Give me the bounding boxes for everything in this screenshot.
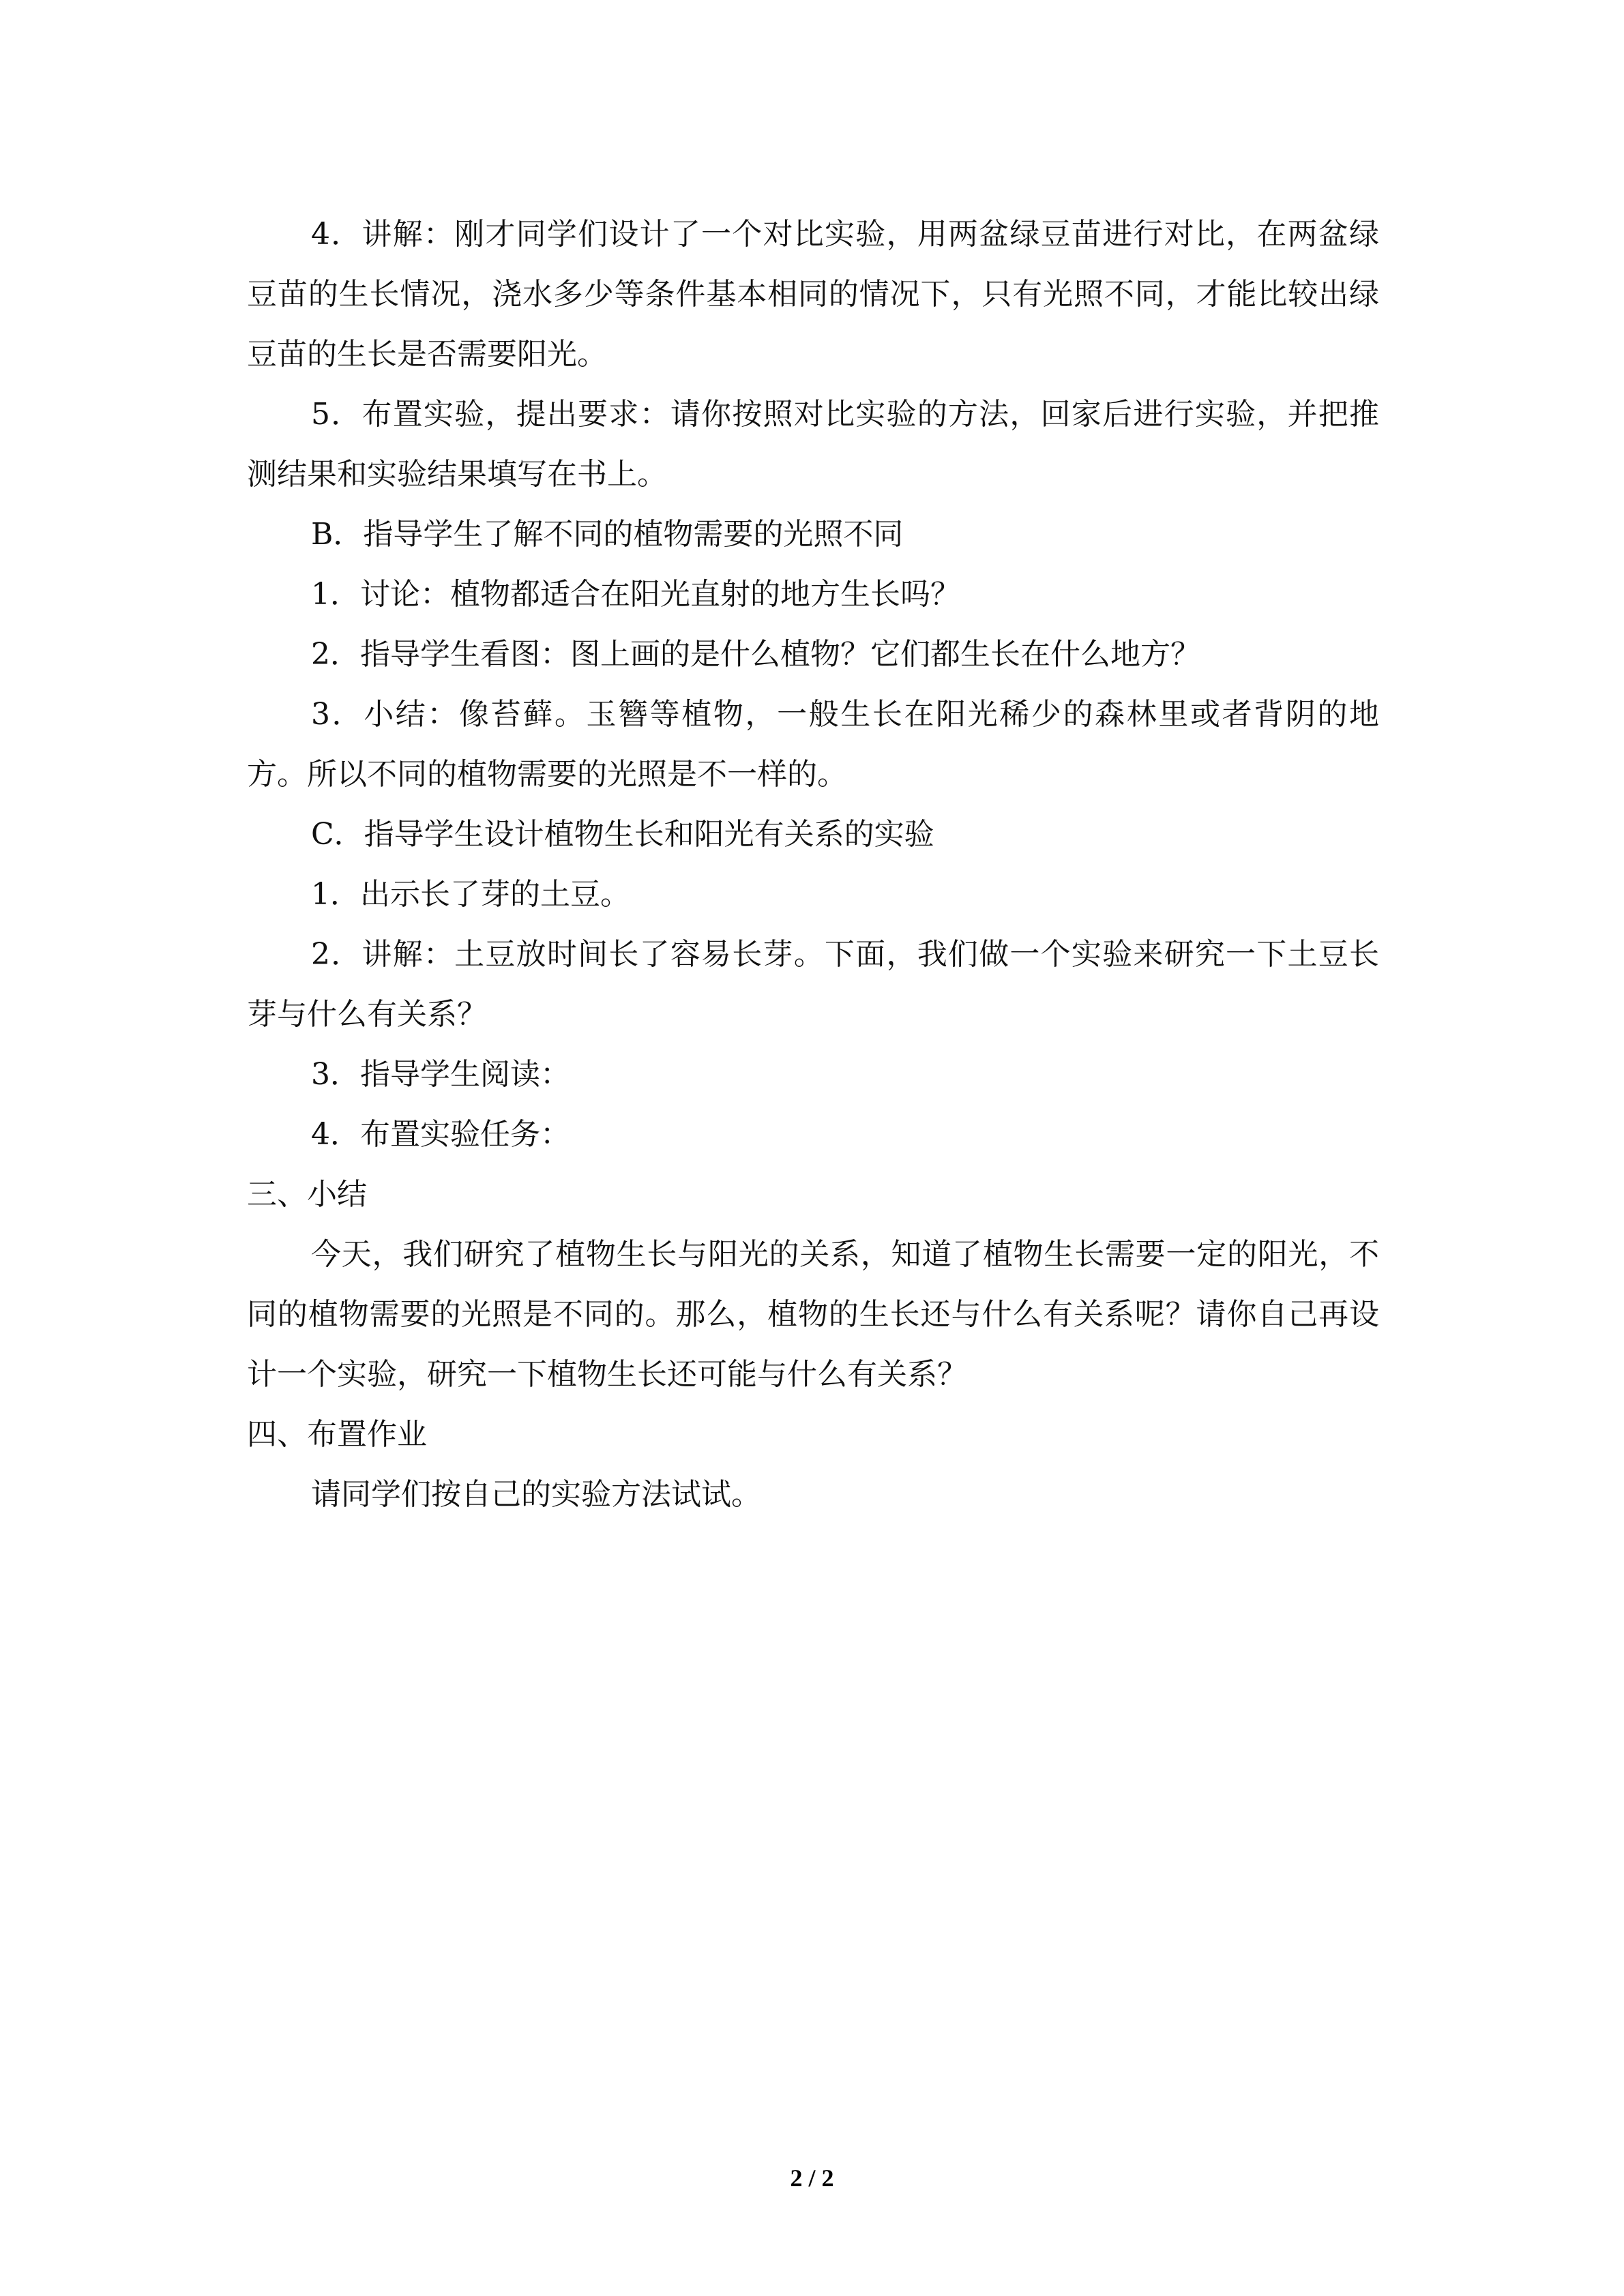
section-c-title: C．指导学生设计植物生长和阳光有关系的实验 <box>311 817 934 852</box>
section-four-heading: 四、布置作业 <box>247 1417 427 1452</box>
page-number: 2 / 2 <box>790 2164 834 2192</box>
paragraph-view-picture: 2．指导学生看图：图上画的是什么植物？它们都生长在什么地方？ <box>311 637 1200 672</box>
paragraph-explanation-comparison: 4．讲解：刚才同学们设计了一个对比实验，用两盆绿豆苗进行对比，在两盆绿豆苗的生长情况，浇水多少等条件基本相同的情况下，只有光照不同，才能比较出绿豆苗的生长是否需要阳光。 <box>247 217 1379 372</box>
paragraph-show-potato: 1．出示长了芽的土豆。 <box>311 877 630 912</box>
paragraph-assign-task: 4．布置实验任务： <box>311 1117 570 1152</box>
paragraph-guide-reading: 3．指导学生阅读： <box>311 1057 570 1092</box>
paragraph-conclusion: 今天，我们研究了植物生长与阳光的关系，知道了植物生长需要一定的阳光，不同的植物需要的光照是不同的。那么，植物的生长还与什么有关系呢？请你自己再设计一个实验，研究一下植物生长还可能与什么有关系？ <box>247 1237 1379 1392</box>
paragraph-homework: 请同学们按自己的实验方法试试。 <box>311 1477 761 1512</box>
paragraph-discussion: 1．讨论：植物都适合在阳光直射的地方生长吗？ <box>311 577 960 612</box>
paragraph-assign-experiment: 5．布置实验，提出要求：请你按照对比实验的方法，回家后进行实验，并把推测结果和实验结果填写在书上。 <box>247 397 1379 492</box>
section-three-heading: 三、小结 <box>247 1177 367 1212</box>
section-b-title: B．指导学生了解不同的植物需要的光照不同 <box>311 517 904 552</box>
paragraph-explain-potato: 2．讲解：土豆放时间长了容易长芽。下面，我们做一个实验来研究一下土豆长芽与什么有关系？ <box>247 937 1379 1032</box>
document-body <box>247 205 1379 1525</box>
paragraph-summary-plants: 3．小结：像苔藓。玉簪等植物，一般生长在阳光稀少的森林里或者背阴的地方。所以不同的植物需要的光照是不一样的。 <box>247 697 1379 792</box>
